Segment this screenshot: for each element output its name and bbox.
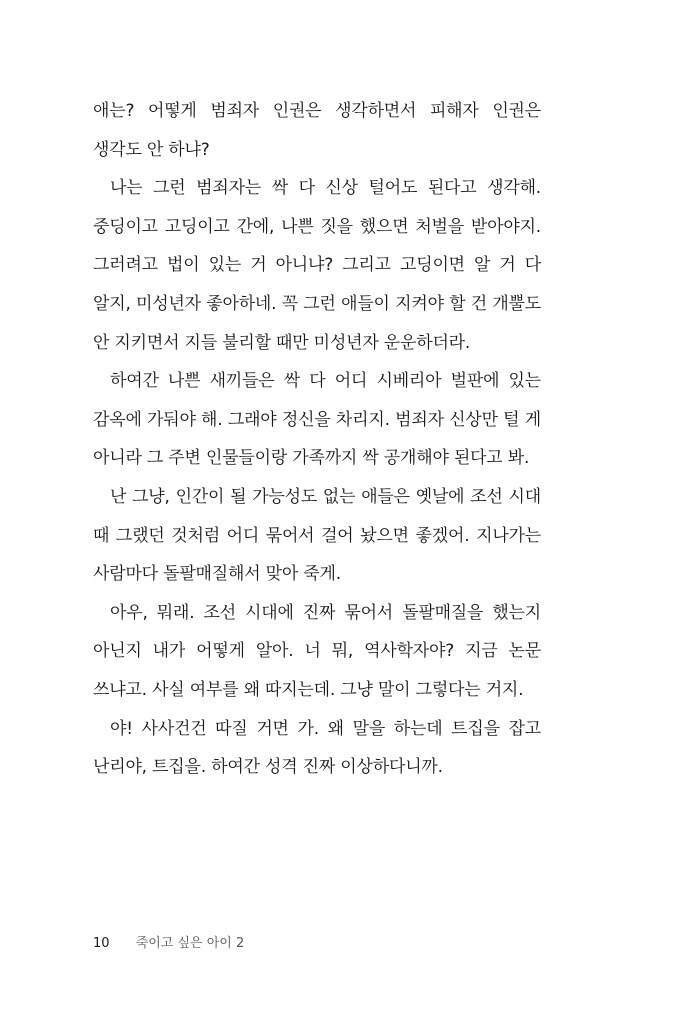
paragraph: 야! 사사건건 따질 거면 가. 왜 말을 하는데 트집을 잡고 난리야, 트집을. 하여간 성격 진짜 이상하다니까. bbox=[93, 718, 541, 778]
paragraph: 애는? 어떻게 범죄자 인권은 생각하면서 피해자 인권은 생각도 안 하냐? bbox=[93, 101, 541, 160]
paragraph: 아우, 뭐래. 조선 시대에 진짜 묶어서 돌팔매질을 했는지 아닌지 내가 어떻게 알아. 너 뭐, 역사학자야? 지금 논문 쓰냐고. 사실 여부를 왜 따지는데. 그냥 말이 그렇다는 거지. bbox=[93, 602, 541, 700]
body-text bbox=[93, 92, 541, 787]
running-title: 죽이고 싶은 아이 2 bbox=[135, 936, 245, 951]
paragraph: 나는 그런 범죄자는 싹 다 신상 털어도 된다고 생각해. 중딩이고 고딩이고 간에, 나쁜 짓을 했으면 처벌을 받아야지. 그러려고 법이 있는 거 아니냐? 그리고 고딩이면 알 거 다 알지, 미성년자 좋아하네. 꼭 그런 애들이 지켜야 할 건 개뿔도 안 지키면서 지들 불리할 때만 미성년자 운운하더라. bbox=[93, 178, 541, 353]
paragraph: 하여간 나쁜 새끼들은 싹 다 어디 시베리아 벌판에 있는 감옥에 가둬야 해. 그래야 정신을 차리지. 범죄자 신상만 털 게 아니라 그 주변 인물들이랑 가족까지 싹 공개해야 된다고 봐. bbox=[93, 371, 541, 469]
paragraph: 난 그냥, 인간이 될 가능성도 없는 애들은 옛날에 조선 시대 때 그랬던 것처럼 어디 묶어서 걸어 놨으면 좋겠어. 지나가는 사람마다 돌팔매질해서 맞아 죽게. bbox=[93, 486, 541, 585]
page-footer bbox=[93, 932, 244, 951]
page-number: 10 bbox=[93, 936, 110, 951]
